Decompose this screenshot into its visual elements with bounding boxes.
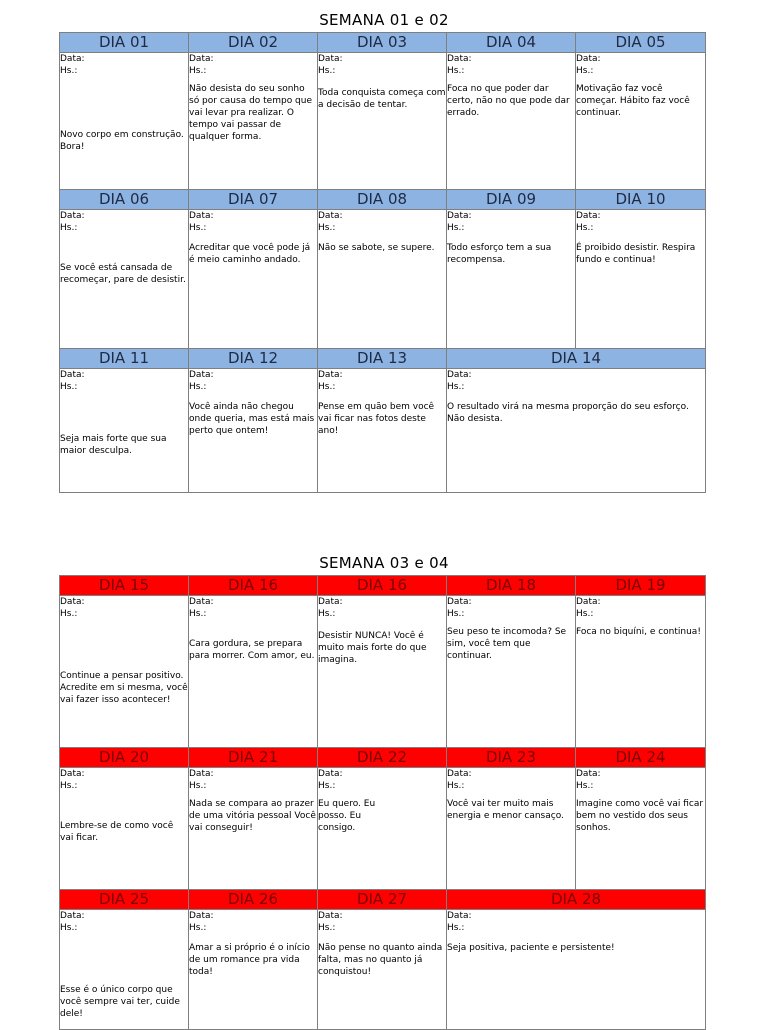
date-label: Data:	[447, 597, 472, 607]
hours-label: Hs.:	[189, 66, 207, 76]
date-label: Data:	[447, 911, 472, 921]
day-message: Seja mais forte que sua maior desculpa.	[60, 434, 167, 456]
day-cell	[189, 369, 318, 493]
day-header: DIA 24	[576, 748, 706, 768]
day-message: Acreditar que você pode já é meio caminho andado.	[189, 243, 311, 265]
day-header: DIA 27	[318, 890, 447, 910]
day-cell	[189, 53, 318, 190]
day-message: Eu quero. Eu posso. Eu consigo.	[318, 799, 376, 833]
date-label: Data:	[60, 597, 85, 607]
day-cell	[318, 53, 447, 190]
date-label: Data:	[60, 211, 85, 221]
hours-label: Hs.:	[318, 66, 336, 76]
hours-label: Hs.:	[60, 609, 78, 619]
day-header: DIA 15	[60, 576, 189, 596]
date-label: Data:	[576, 597, 601, 607]
day-cell	[576, 768, 706, 890]
date-label: Data:	[318, 211, 343, 221]
hours-label: Hs.:	[318, 923, 336, 933]
day-message: Não desista do seu sonho só por causa do tempo que vai levar pra realizar. O tempo vai passar de qualquer forma.	[189, 84, 313, 142]
day-message: Motivação faz você começar. Hábito faz você continuar.	[576, 84, 690, 118]
day-message: Você vai ter muito mais energia e menor cansaço.	[447, 799, 564, 821]
date-label: Data:	[60, 769, 85, 779]
day-cell	[318, 910, 447, 1030]
date-label: Data:	[576, 211, 601, 221]
day-cell	[447, 596, 576, 748]
day-message: Não pense no quanto ainda falta, mas no quanto já conquistou!	[318, 943, 443, 977]
week-2-table	[59, 575, 706, 1030]
day-header: DIA 09	[447, 190, 576, 210]
day-cell	[60, 369, 189, 493]
date-label: Data:	[189, 370, 214, 380]
date-label: Data:	[447, 211, 472, 221]
day-cell	[576, 596, 706, 748]
day-header: DIA 22	[318, 748, 447, 768]
date-label: Data:	[447, 769, 472, 779]
date-label: Data:	[318, 769, 343, 779]
day-header: DIA 11	[60, 349, 189, 369]
date-label: Data:	[318, 54, 343, 64]
day-message: Cara gordura, se prepara para morrer. Com amor, eu.	[189, 639, 315, 661]
hours-label: Hs.:	[447, 781, 465, 791]
date-label: Data:	[447, 54, 472, 64]
day-message: Toda conquista começa com a decisão de tentar.	[318, 88, 446, 110]
hours-label: Hs.:	[318, 382, 336, 392]
day-header: DIA 16	[318, 576, 447, 596]
day-header: DIA 19	[576, 576, 706, 596]
day-header: DIA 04	[447, 33, 576, 53]
date-label: Data:	[60, 370, 85, 380]
day-message: Você ainda não chegou onde queria, mas está mais perto que ontem!	[189, 402, 315, 436]
hours-label: Hs.:	[318, 223, 336, 233]
day-header: DIA 26	[189, 890, 318, 910]
day-cell	[447, 768, 576, 890]
day-message: Novo corpo em construção. Bora!	[60, 130, 184, 152]
date-label: Data:	[576, 54, 601, 64]
hours-label: Hs.:	[189, 923, 207, 933]
day-header: DIA 14	[447, 349, 706, 369]
day-message: É proibido desistir. Respira fundo e continua!	[576, 243, 696, 265]
hours-label: Hs.:	[447, 923, 465, 933]
date-label: Data:	[189, 769, 214, 779]
day-header: DIA 06	[60, 190, 189, 210]
date-label: Data:	[318, 911, 343, 921]
day-header: DIA 08	[318, 190, 447, 210]
hours-label: Hs.:	[60, 223, 78, 233]
day-cell	[318, 768, 447, 890]
day-message: Amar a si próprio é o início de um romance pra vida toda!	[189, 943, 310, 977]
day-cell	[189, 596, 318, 748]
date-label: Data:	[318, 370, 343, 380]
week-1-table	[59, 32, 706, 493]
hours-label: Hs.:	[60, 382, 78, 392]
day-cell	[60, 596, 189, 748]
day-cell	[447, 210, 576, 349]
hours-label: Hs.:	[576, 66, 594, 76]
hours-label: Hs.:	[318, 609, 336, 619]
day-cell	[447, 369, 706, 493]
hours-label: Hs.:	[447, 66, 465, 76]
hours-label: Hs.:	[60, 66, 78, 76]
day-cell	[189, 210, 318, 349]
day-message: Lembre-se de como você vai ficar.	[60, 821, 174, 843]
hours-label: Hs.:	[189, 609, 207, 619]
day-message: Imagine como você vai ficar bem no vestido dos seus sonhos.	[576, 799, 704, 833]
hours-label: Hs.:	[318, 781, 336, 791]
day-header: DIA 01	[60, 33, 189, 53]
hours-label: Hs.:	[189, 223, 207, 233]
day-header: DIA 05	[576, 33, 706, 53]
day-cell	[447, 910, 706, 1030]
day-header: DIA 16	[189, 576, 318, 596]
day-message: Foca no biquíni, e continua!	[576, 627, 701, 637]
day-cell	[447, 53, 576, 190]
day-message: Continue a pensar positivo. Acredite em si mesma, você vai fazer isso acontecer!	[60, 671, 188, 705]
hours-label: Hs.:	[576, 609, 594, 619]
day-message: Desistir NUNCA! Você é muito mais forte do que imagina.	[318, 631, 427, 665]
day-message: Se você está cansada de recomeçar, pare de desistir.	[60, 263, 186, 285]
day-header: DIA 23	[447, 748, 576, 768]
hours-label: Hs.:	[576, 223, 594, 233]
day-message: Esse é o único corpo que você sempre vai ter, cuide dele!	[60, 985, 180, 1019]
day-header: DIA 18	[447, 576, 576, 596]
day-header: DIA 10	[576, 190, 706, 210]
day-header: DIA 12	[189, 349, 318, 369]
hours-label: Hs.:	[447, 609, 465, 619]
day-cell	[60, 910, 189, 1030]
day-message: Não se sabote, se supere.	[318, 243, 435, 253]
day-header: DIA 25	[60, 890, 189, 910]
day-cell	[318, 369, 447, 493]
week-1-title: SEMANA 01 e 02	[319, 11, 449, 29]
date-label: Data:	[60, 54, 85, 64]
date-label: Data:	[189, 911, 214, 921]
day-cell	[318, 210, 447, 349]
day-cell	[318, 596, 447, 748]
day-message: Nada se compara ao prazer de uma vitória pessoal Você vai conseguir!	[189, 799, 316, 833]
day-cell	[576, 210, 706, 349]
day-message: Todo esforço tem a sua recompensa.	[447, 243, 552, 265]
day-cell	[189, 768, 318, 890]
hours-label: Hs.:	[189, 382, 207, 392]
day-header: DIA 13	[318, 349, 447, 369]
day-cell	[189, 910, 318, 1030]
day-message: Seja positiva, paciente e persistente!	[447, 943, 615, 953]
day-cell	[60, 210, 189, 349]
hours-label: Hs.:	[576, 781, 594, 791]
date-label: Data:	[447, 370, 472, 380]
date-label: Data:	[576, 769, 601, 779]
date-label: Data:	[60, 911, 85, 921]
day-cell	[60, 53, 189, 190]
date-label: Data:	[189, 54, 214, 64]
day-message: O resultado virá na mesma proporção do seu esforço. Não desista.	[447, 402, 689, 424]
hours-label: Hs.:	[447, 223, 465, 233]
hours-label: Hs.:	[60, 781, 78, 791]
day-header: DIA 02	[189, 33, 318, 53]
day-message: Pense em quão bem você vai ficar nas fotos deste ano!	[318, 402, 435, 436]
day-header: DIA 20	[60, 748, 189, 768]
hours-label: Hs.:	[189, 781, 207, 791]
date-label: Data:	[189, 597, 214, 607]
day-message: Seu peso te incomoda? Se sim, você tem que continuar.	[447, 627, 567, 661]
date-label: Data:	[189, 211, 214, 221]
date-label: Data:	[318, 597, 343, 607]
hours-label: Hs.:	[447, 382, 465, 392]
week-2-title: SEMANA 03 e 04	[319, 554, 449, 572]
day-header: DIA 28	[447, 890, 706, 910]
day-header: DIA 07	[189, 190, 318, 210]
day-header: DIA 21	[189, 748, 318, 768]
hours-label: Hs.:	[60, 923, 78, 933]
day-cell	[60, 768, 189, 890]
day-header: DIA 03	[318, 33, 447, 53]
day-cell	[576, 53, 706, 190]
day-message: Foca no que poder dar certo, não no que pode dar errado.	[447, 84, 570, 118]
